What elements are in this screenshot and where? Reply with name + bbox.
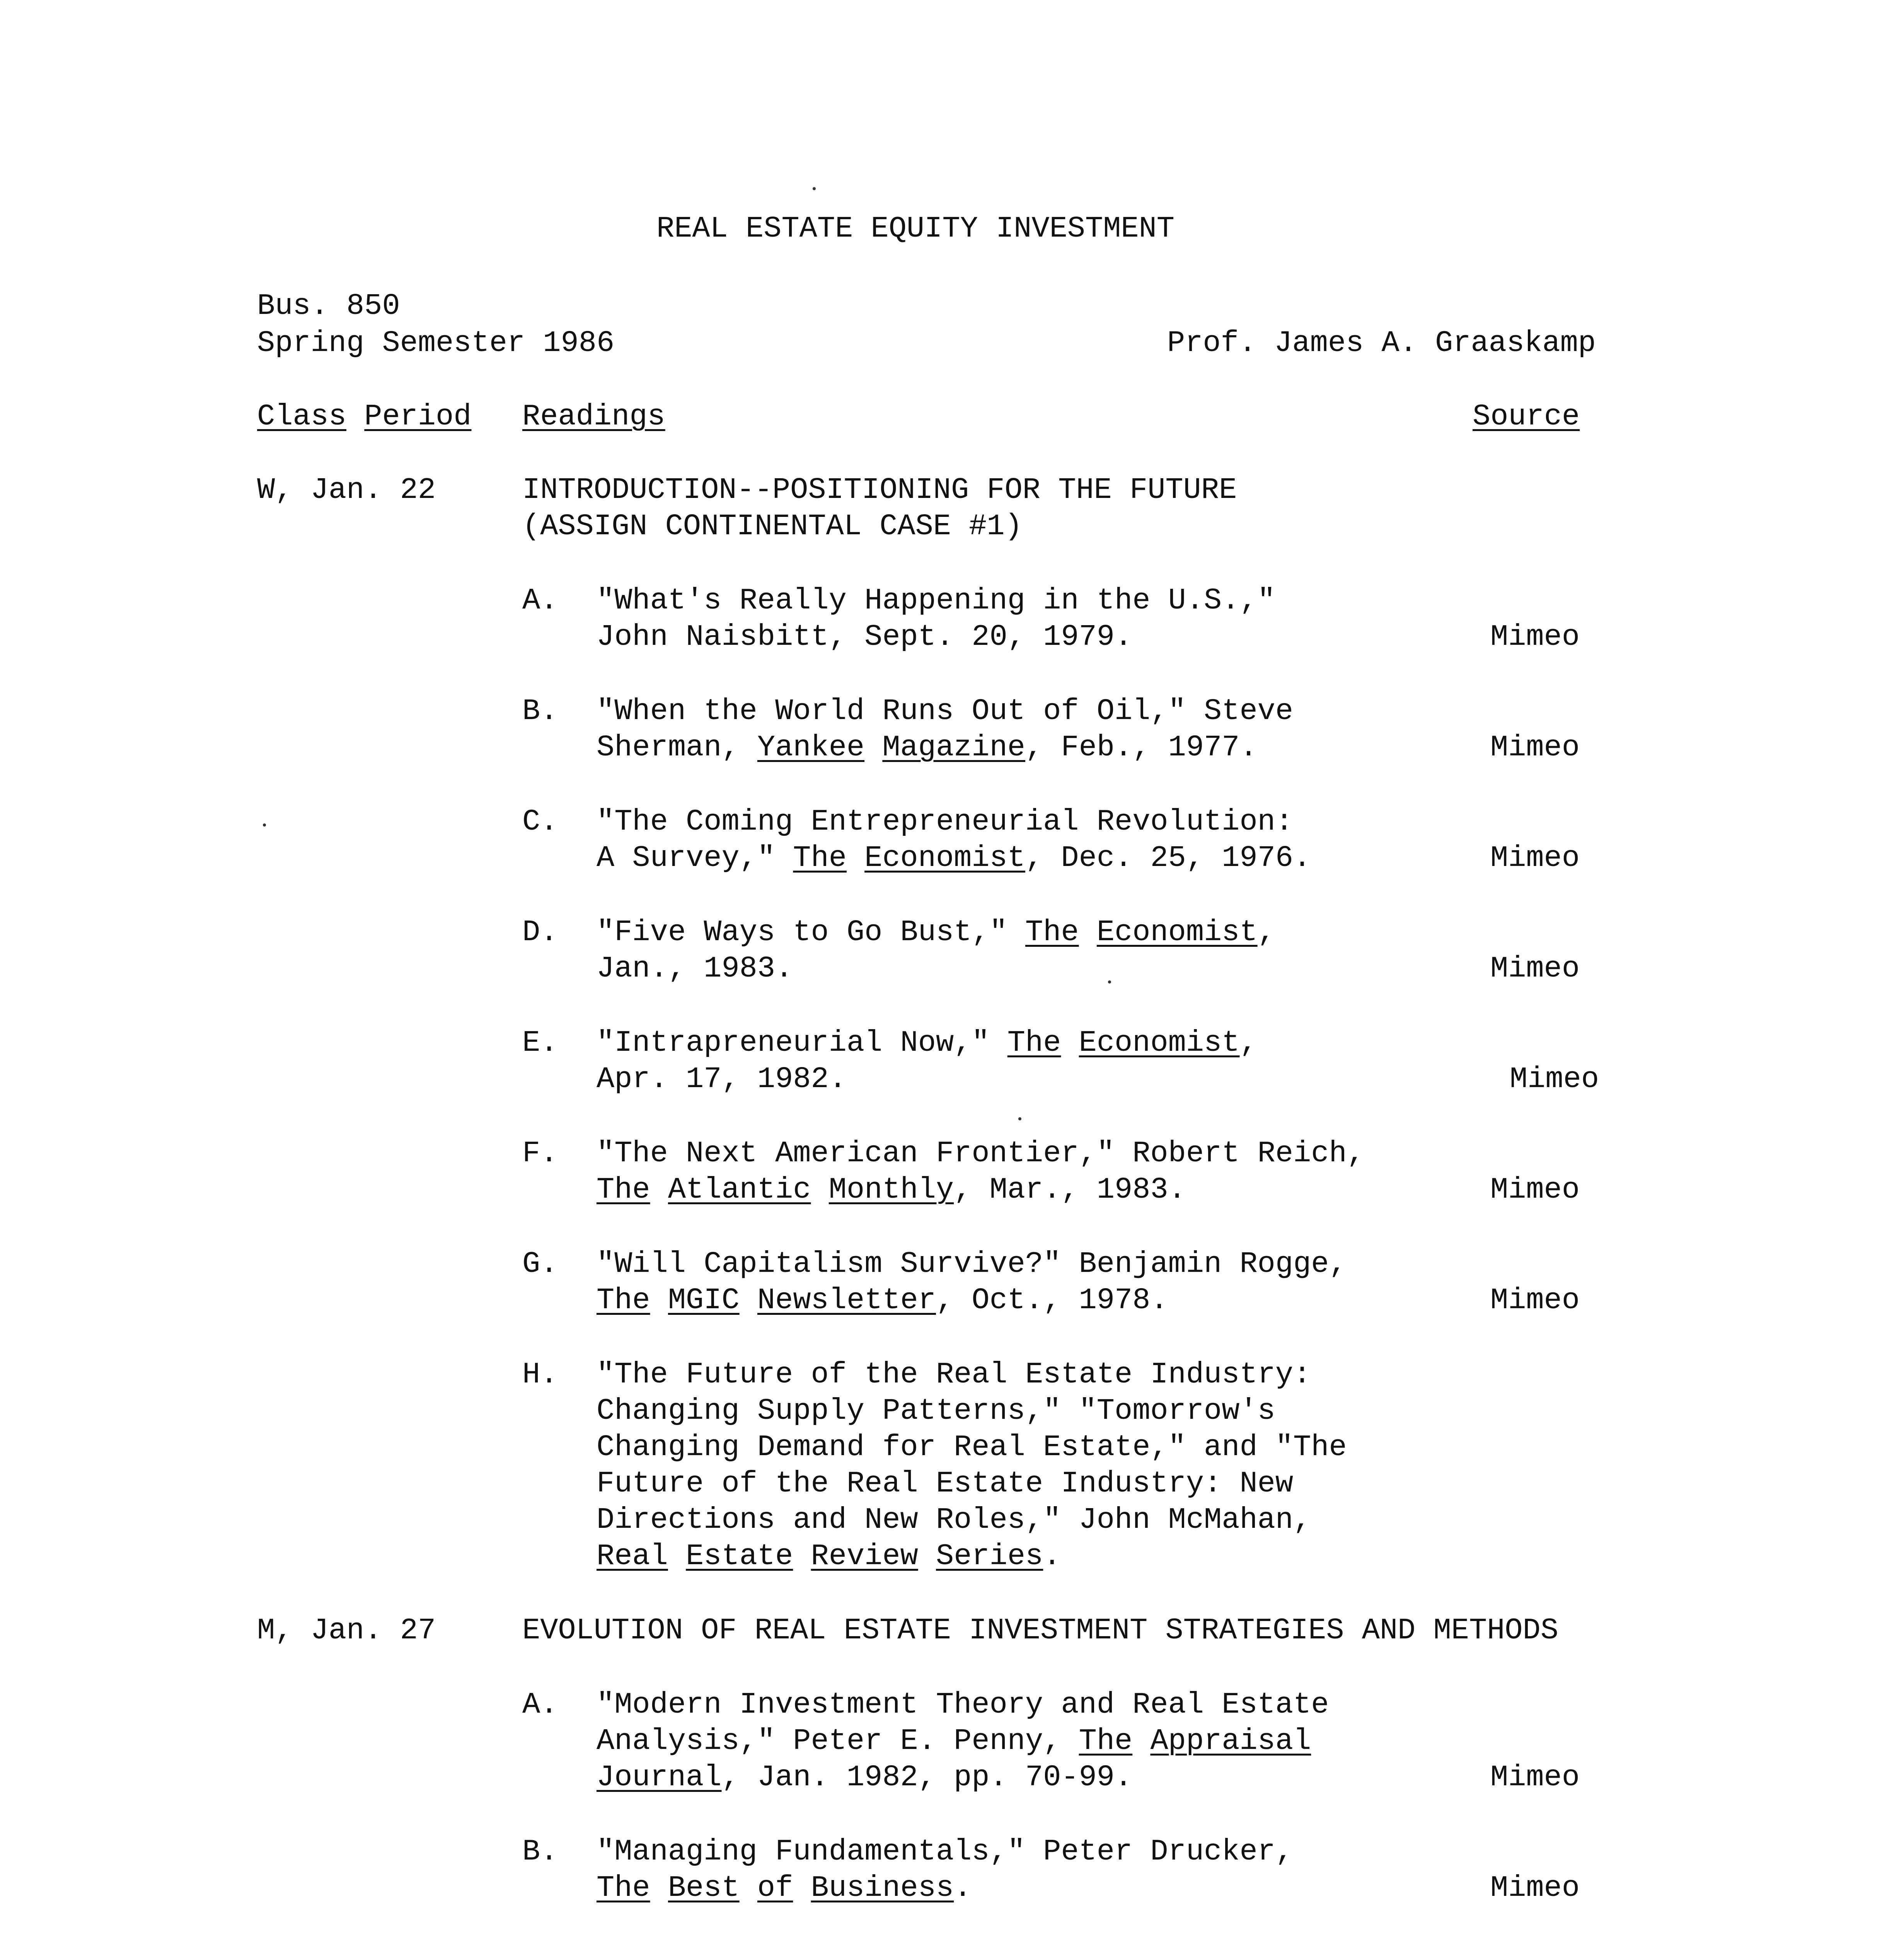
session-date: W, Jan. 22 bbox=[257, 474, 436, 507]
session-topic: INTRODUCTION--POSITIONING FOR THE FUTURE bbox=[522, 474, 1237, 507]
citation-text: "Five Ways to Go Bust," bbox=[597, 916, 1025, 949]
citation-text: . bbox=[954, 1872, 972, 1905]
scan-speck bbox=[1018, 1117, 1021, 1120]
reading-citation bbox=[597, 1539, 1061, 1575]
reading-citation bbox=[597, 840, 1311, 877]
publication-title: Yankee bbox=[757, 731, 865, 765]
citation-text: , bbox=[1257, 916, 1275, 949]
document-title: REAL ESTATE EQUITY INVESTMENT bbox=[656, 212, 1175, 246]
reading-source: Mimeo bbox=[1490, 731, 1580, 765]
reading-citation bbox=[597, 1025, 1258, 1062]
publication-title: The bbox=[597, 1872, 650, 1905]
reading-source: Mimeo bbox=[1490, 842, 1580, 875]
reading-source: Mimeo bbox=[1490, 1284, 1580, 1318]
reading-source: Mimeo bbox=[1490, 620, 1580, 654]
scan-speck bbox=[263, 823, 266, 827]
reading-citation: Future of the Real Estate Industry: New bbox=[597, 1467, 1294, 1501]
citation-text: , Dec. 25, 1976. bbox=[1025, 842, 1311, 875]
semester: Spring Semester 1986 bbox=[257, 327, 615, 360]
column-heading-source bbox=[1473, 399, 1580, 435]
publication-title: The bbox=[597, 1173, 650, 1207]
session-topic: EVOLUTION OF REAL ESTATE INVESTMENT STRATEGIES AND METHODS bbox=[522, 1614, 1559, 1648]
reading-citation bbox=[597, 1283, 1168, 1319]
reading-citation bbox=[597, 1760, 1132, 1796]
publication-title: The bbox=[1007, 1026, 1061, 1060]
reading-source: Mimeo bbox=[1490, 1872, 1580, 1905]
publication-title: Review bbox=[811, 1540, 918, 1573]
citation-text: Sherman, bbox=[597, 731, 757, 765]
citation-text: , Mar., 1983. bbox=[954, 1173, 1186, 1207]
session-date: M, Jan. 27 bbox=[257, 1614, 436, 1648]
reading-citation bbox=[597, 915, 1275, 951]
citation-text: A Survey," bbox=[597, 842, 793, 875]
heading-word: Period bbox=[364, 400, 472, 434]
column-heading-readings bbox=[522, 399, 665, 435]
reading-citation: Jan., 1983. bbox=[597, 952, 793, 986]
publication-title: MGIC bbox=[668, 1284, 740, 1318]
reading-letter: H. bbox=[522, 1358, 558, 1392]
publication-title: Appraisal bbox=[1150, 1725, 1311, 1758]
reading-citation: John Naisbitt, Sept. 20, 1979. bbox=[597, 620, 1133, 654]
reading-citation: Directions and New Roles," John McMahan, bbox=[597, 1503, 1311, 1537]
reading-letter: D. bbox=[522, 916, 558, 949]
citation-text: Analysis," Peter E. Penny, bbox=[597, 1725, 1079, 1758]
reading-citation: "What's Really Happening in the U.S.," bbox=[597, 584, 1275, 618]
reading-letter: E. bbox=[522, 1026, 558, 1060]
reading-citation: "The Coming Entrepreneurial Revolution: bbox=[597, 805, 1294, 839]
citation-text: . bbox=[1043, 1540, 1061, 1573]
publication-title: Series bbox=[936, 1540, 1043, 1573]
publication-title: Real bbox=[597, 1540, 668, 1573]
publication-title: Estate bbox=[686, 1540, 793, 1573]
publication-title: The bbox=[1079, 1725, 1133, 1758]
professor-name: Prof. James A. Graaskamp bbox=[1167, 327, 1596, 360]
heading-word: Class bbox=[257, 400, 347, 434]
reading-letter: F. bbox=[522, 1137, 558, 1171]
publication-title: Monthly bbox=[828, 1173, 954, 1207]
citation-text: , Feb., 1977. bbox=[1025, 731, 1258, 765]
publication-title: Journal bbox=[597, 1761, 722, 1795]
heading-word: Source bbox=[1473, 400, 1580, 434]
citation-text: , Jan. 1982, pp. 70-99. bbox=[721, 1761, 1133, 1795]
reading-citation: "Managing Fundamentals," Peter Drucker, bbox=[597, 1835, 1294, 1869]
reading-citation: "Modern Investment Theory and Real Estate bbox=[597, 1688, 1329, 1722]
citation-text: "Intrapreneurial Now," bbox=[597, 1026, 1007, 1060]
publication-title: Economist bbox=[864, 842, 1026, 875]
reading-citation bbox=[597, 1870, 972, 1907]
reading-citation: "When the World Runs Out of Oil," Steve bbox=[597, 695, 1294, 728]
column-heading-class-period bbox=[257, 399, 472, 435]
citation-text: , Oct., 1978. bbox=[936, 1284, 1168, 1318]
reading-citation: "Will Capitalism Survive?" Benjamin Rogge, bbox=[597, 1248, 1347, 1281]
citation-text: , bbox=[1239, 1026, 1258, 1060]
publication-title: Magazine bbox=[882, 731, 1026, 765]
reading-source: Mimeo bbox=[1490, 952, 1580, 986]
publication-title: The bbox=[793, 842, 847, 875]
publication-title: Newsletter bbox=[757, 1284, 936, 1318]
reading-citation bbox=[597, 730, 1258, 766]
reading-letter: A. bbox=[522, 584, 558, 618]
publication-title: The bbox=[597, 1284, 650, 1318]
reading-letter: G. bbox=[522, 1248, 558, 1281]
reading-source: Mimeo bbox=[1510, 1063, 1599, 1096]
publication-title: The bbox=[1025, 916, 1079, 949]
publication-title: Economist bbox=[1079, 1026, 1240, 1060]
course-number: Bus. 850 bbox=[257, 290, 400, 323]
reading-citation: "The Future of the Real Estate Industry: bbox=[597, 1358, 1311, 1392]
scan-speck bbox=[813, 187, 816, 190]
publication-title: Atlantic bbox=[668, 1173, 811, 1207]
heading-word: Readings bbox=[522, 400, 665, 434]
reading-citation bbox=[597, 1172, 1186, 1209]
reading-source: Mimeo bbox=[1490, 1173, 1580, 1207]
reading-citation: Apr. 17, 1982. bbox=[597, 1063, 847, 1096]
scan-speck bbox=[1108, 980, 1111, 984]
reading-citation: "The Next American Frontier," Robert Reich, bbox=[597, 1137, 1365, 1171]
reading-letter: B. bbox=[522, 695, 558, 728]
publication-title: Business bbox=[811, 1872, 954, 1905]
reading-letter: A. bbox=[522, 1688, 558, 1722]
reading-letter: C. bbox=[522, 805, 558, 839]
session-topic: (ASSIGN CONTINENTAL CASE #1) bbox=[522, 510, 1023, 544]
reading-source: Mimeo bbox=[1490, 1761, 1580, 1795]
reading-citation bbox=[597, 1723, 1311, 1760]
reading-citation: Changing Supply Patterns," "Tomorrow's bbox=[597, 1394, 1275, 1428]
reading-letter: B. bbox=[522, 1835, 558, 1869]
publication-title: of bbox=[757, 1872, 793, 1905]
publication-title: Economist bbox=[1096, 916, 1258, 949]
publication-title: Best bbox=[668, 1872, 740, 1905]
reading-citation: Changing Demand for Real Estate," and "The bbox=[597, 1431, 1347, 1464]
